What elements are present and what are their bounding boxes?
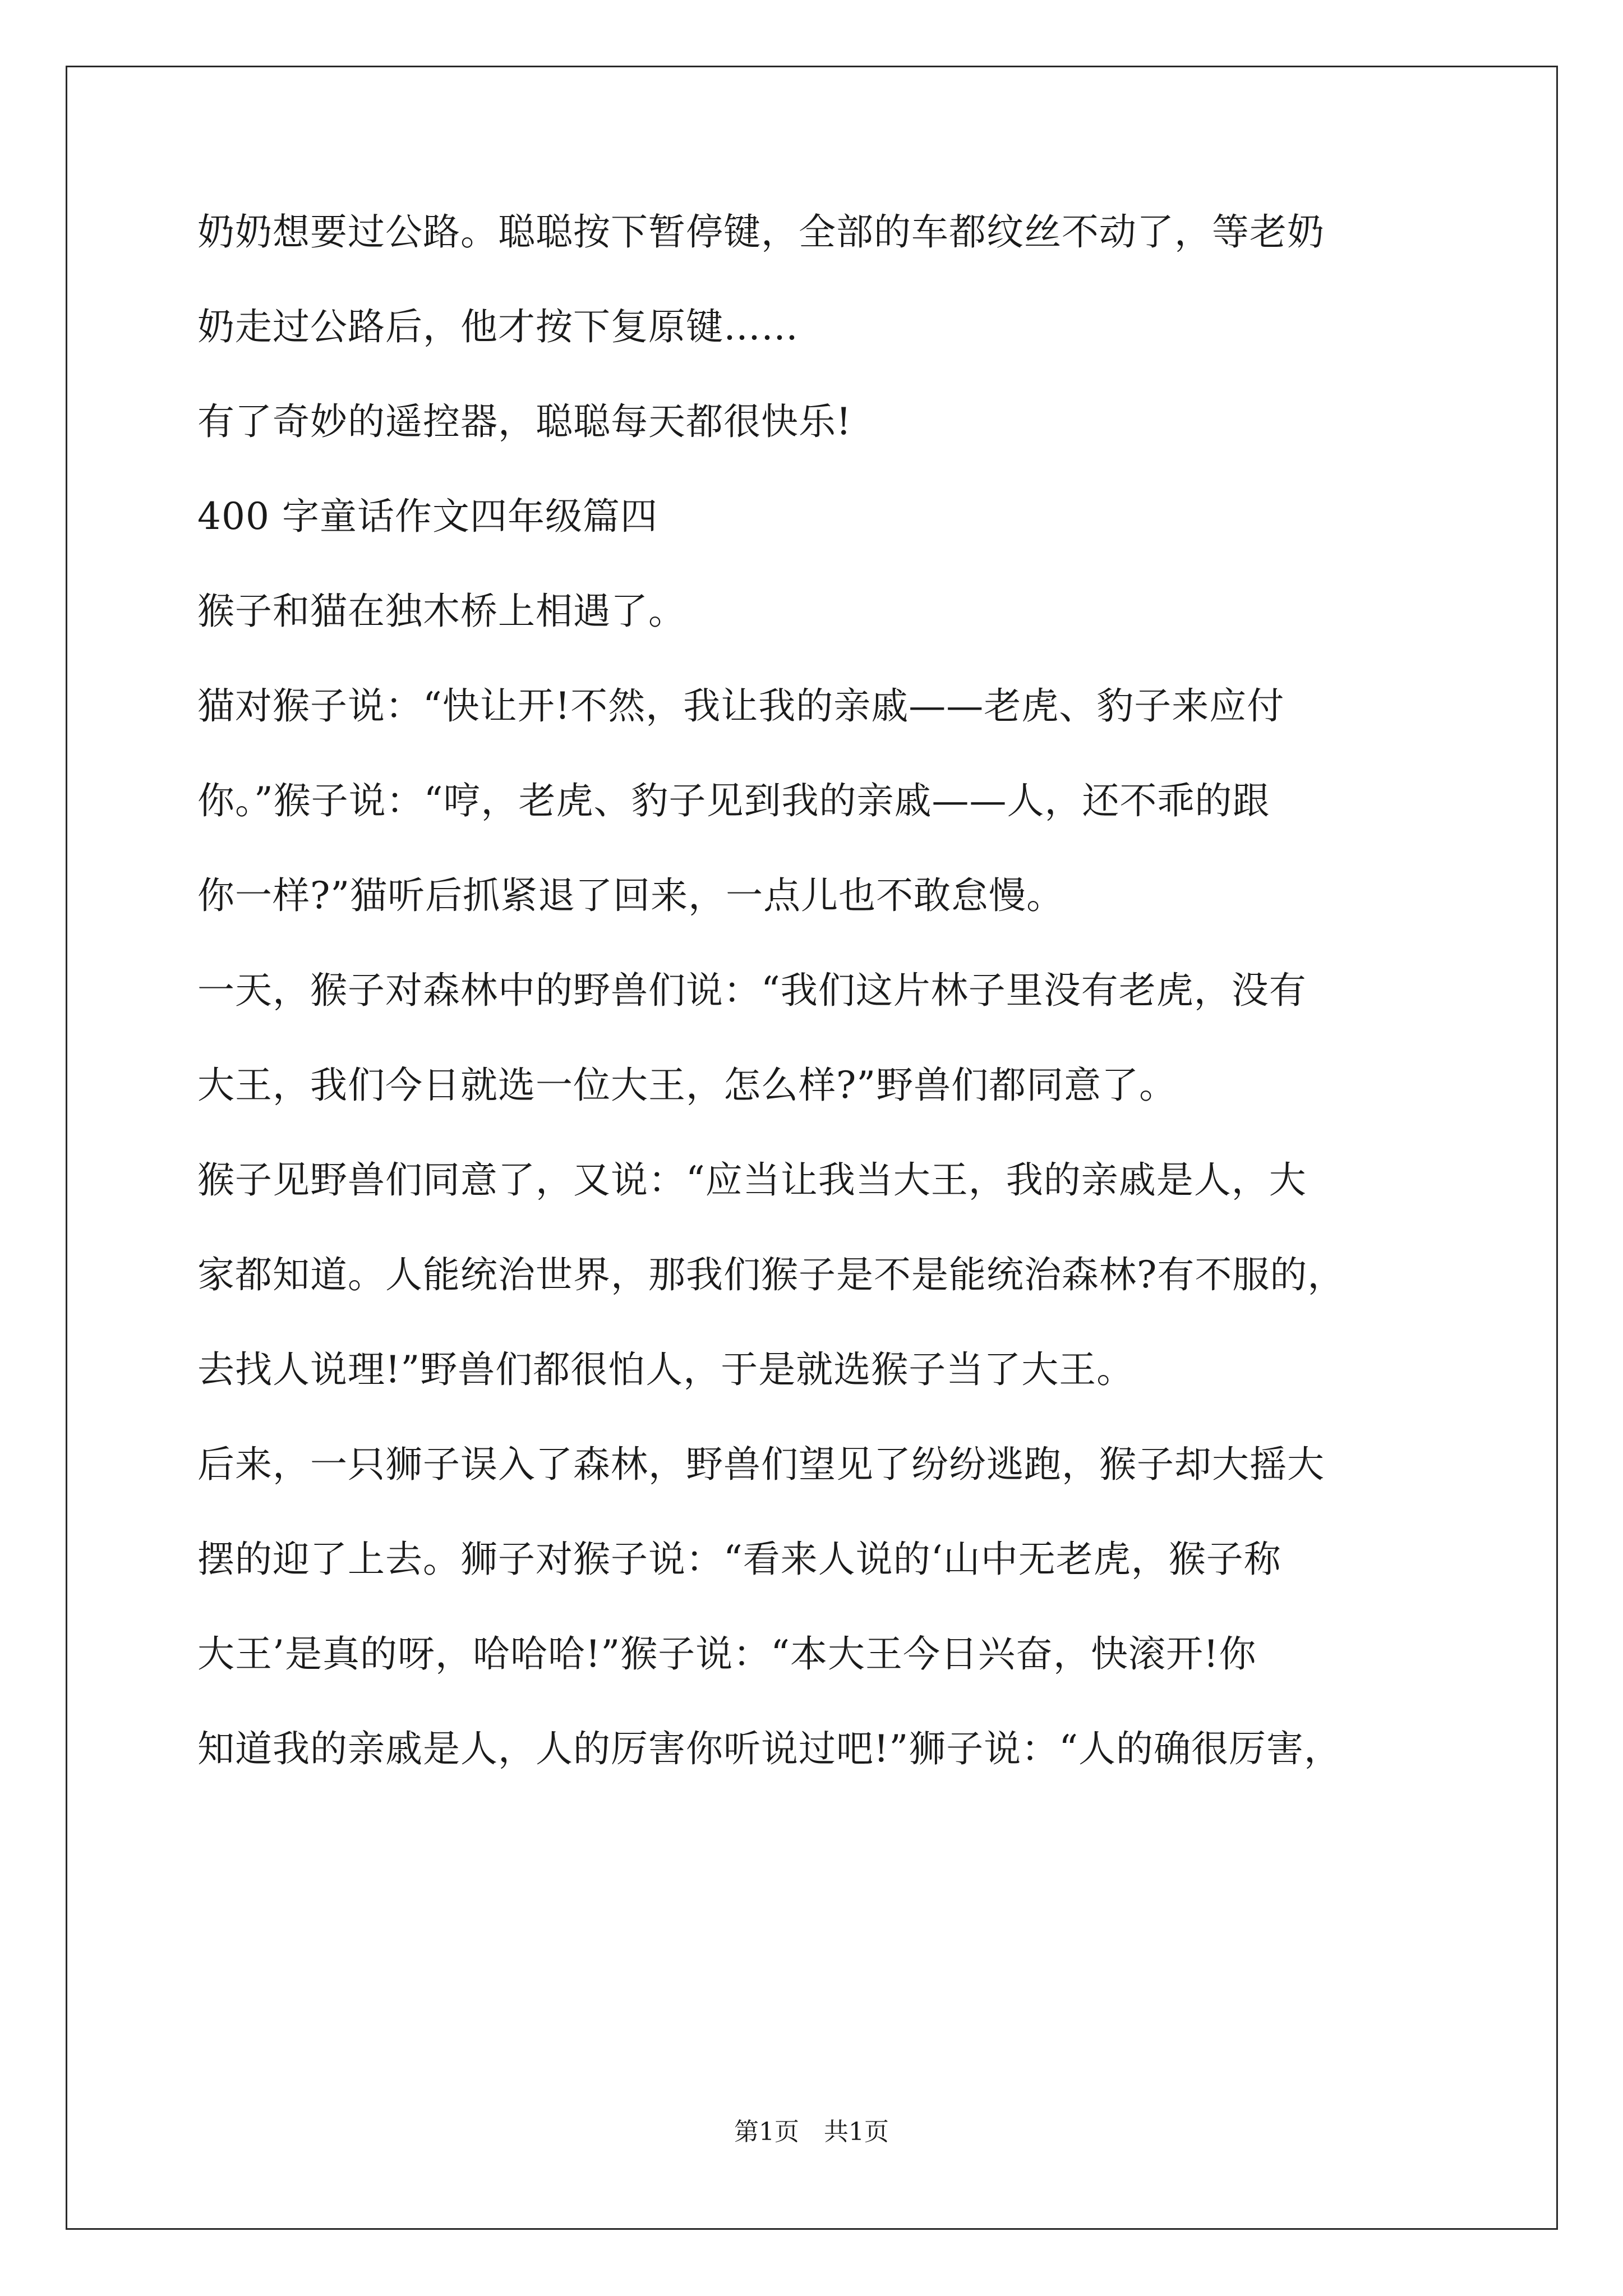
text-line: 猫对猴子说：“快让开!不然，我让我的亲戚——老虎、豹子来应付 bbox=[197, 684, 1285, 728]
text-line: 家都知道。人能统治世界，那我们猴子是不是能统治森林?有不服的， bbox=[197, 1253, 1345, 1296]
text-line: 猴子见野兽们同意了，又说：“应当让我当大王，我的亲戚是人，大 bbox=[197, 1158, 1307, 1202]
text-line: 奶奶想要过公路。聪聪按下暂停键，全部的车都纹丝不动了，等老奶 bbox=[197, 210, 1325, 254]
text-line: 你。”猴子说：“哼，老虎、豹子见到我的亲戚——人，还不乖的跟 bbox=[197, 779, 1270, 822]
section-heading: 400 字童话作文四年级篇四 bbox=[197, 495, 658, 538]
text-line: 大王’是真的呀，哈哈哈!”猴子说：“本大王今日兴奋，快滚开!你 bbox=[197, 1632, 1257, 1676]
page-number-footer: 第1页 共1页 bbox=[734, 2118, 889, 2146]
text-line: 奶走过公路后，他才按下复原键…… bbox=[197, 305, 799, 348]
text-line: 一天，猴子对森林中的野兽们说：“我们这片林子里没有老虎，没有 bbox=[197, 969, 1307, 1012]
text-line: 后来，一只狮子误入了森林，野兽们望见了纷纷逃跑，猴子却大摇大 bbox=[197, 1443, 1325, 1486]
text-line: 摆的迎了上去。狮子对猴子说：“看来人说的‘山中无老虎，猴子称 bbox=[197, 1538, 1281, 1581]
text-line: 猴子和猫在独木桥上相遇了。 bbox=[197, 590, 686, 633]
text-line: 去找人说理!”野兽们都很怕人，于是就选猴子当了大王。 bbox=[197, 1348, 1135, 1391]
document-body bbox=[197, 208, 1459, 1774]
text-line: 你一样?”猫听后抓紧退了回来，一点儿也不敢怠慢。 bbox=[197, 874, 1064, 917]
text-line: 知道我的亲戚是人，人的厉害你听说过吧!”狮子说：“人的确很厉害， bbox=[197, 1727, 1342, 1770]
text-line: 大王，我们今日就选一位大王，怎么样?”野兽们都同意了。 bbox=[197, 1064, 1177, 1107]
text-line: 有了奇妙的遥控器，聪聪每天都很快乐! bbox=[197, 400, 852, 443]
